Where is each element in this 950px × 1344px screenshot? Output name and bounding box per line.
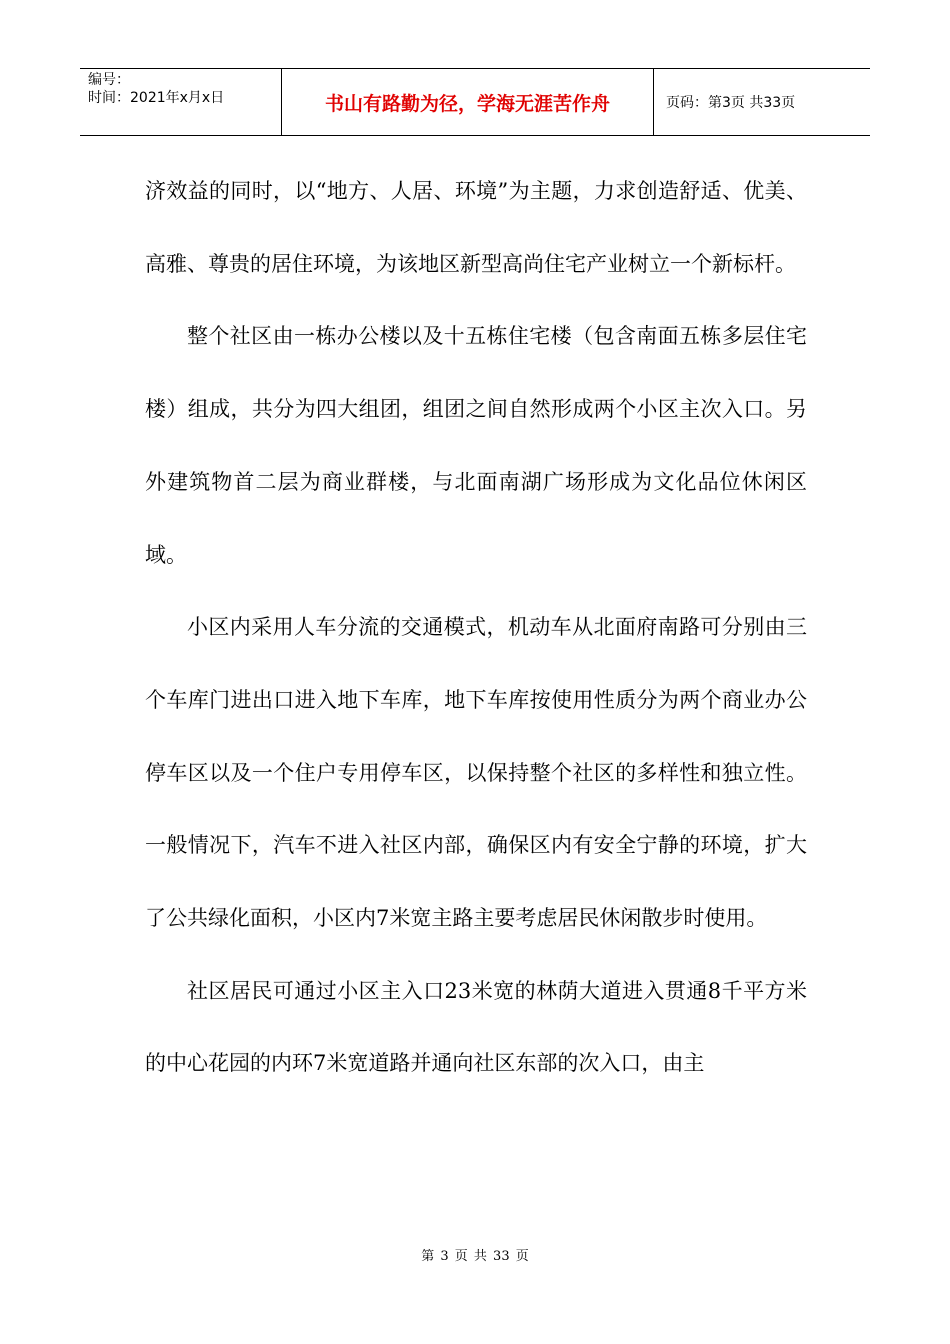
document-date-label: 时间：2021年x月x日 <box>88 90 225 106</box>
header-page-info: 页码：第3页 共33页 <box>666 95 796 111</box>
document-number-label: 编号： <box>88 72 130 88</box>
paragraph-traffic-mode: 小区内采用人车分流的交通模式，机动车从北面府南路可分别由三个车库门进出口进入地下车库，地下车库按使用性质分为两个商业办公停车区以及一个住户专用停车区，以保持整个社区的多样性和独立性。一般情况下，汽车不进入社区内部，确保区内有安全宁静的环境，扩大了公共绿化面积，小区内7米宽主路主要考虑居民休闲散步时使用。 <box>145 615 807 931</box>
paragraph-continuation: 济效益的同时，以“地方、人居、环境”为主题，力求创造舒适、优美、高雅、尊贵的居住环境，为该地区新型高尚住宅产业树立一个新标杆。 <box>145 179 807 276</box>
document-body <box>145 155 807 1100</box>
header-motto: 书山有路勤为径，学海无涯苦作舟 <box>282 69 654 135</box>
paragraph-resident-access: 社区居民可通过小区主入口23米宽的林荫大道进入贯通8千平方米的中心花园的内环7米宽道路并通向社区东部的次入口，由主 <box>145 978 807 1076</box>
page-header <box>80 68 870 136</box>
header-meta <box>80 69 282 135</box>
paragraph-community-layout: 整个社区由一栋办公楼以及十五栋住宅楼（包含南面五栋多层住宅楼）组成，共分为四大组团，组团之间自然形成两个小区主次入口。另外建筑物首二层为商业群楼，与北面南湖广场形成为文化品位休闲区域。 <box>145 324 807 567</box>
page-footer: 第 3 页 共 33 页 <box>421 1249 529 1264</box>
